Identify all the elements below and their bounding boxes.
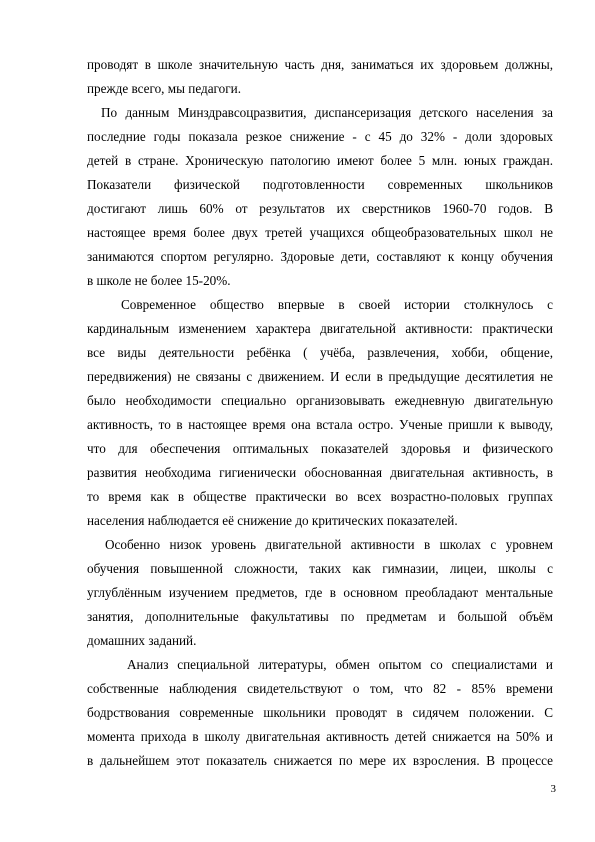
text-line: Особенно низок уровень двигательной активности в школах с уровнем	[105, 537, 553, 552]
text-line: собственные наблюдения свидетельствуют о том, что 82 - 85% времени	[87, 681, 553, 696]
text-line: прежде всего, мы педагоги.	[87, 81, 241, 96]
text-line: последние годы показала резкое снижение - с 45 до 32% - доли здоровых	[87, 129, 553, 144]
text-line: По данным Минздравсоцразвития, диспансеризация детского населения за	[101, 105, 553, 120]
text-line: проводят в школе значительную часть дня, заниматься их здоровьем должны,	[87, 57, 553, 72]
text-line: в школе не более 15-20%.	[87, 273, 231, 288]
text-line: передвижения) не связаны с движением. И если в предыдущие десятилетия не	[87, 369, 553, 384]
text-line: в дальнейшем этот показатель снижается по мере их взросления. В процессе	[87, 753, 553, 768]
text-line: все виды деятельности ребёнка ( учёба, развлечения, хобби, общение,	[87, 345, 553, 360]
text-line: бодрствования современные школьники проводят в сидячем положении. С	[87, 705, 553, 720]
text-line: развития необходима гигиенически обоснованная двигательная активность, в	[87, 465, 553, 480]
text-line: активность, то в настоящее время она встала остро. Ученые пришли к выводу,	[87, 417, 553, 432]
text-line: что для обеспечения оптимальных показателей здоровья и физического	[87, 441, 553, 456]
text-line: достигают лишь 60% от результатов их сверстников 1960-70 годов. В	[87, 201, 553, 216]
text-line: кардинальным изменением характера двигательной активности: практически	[87, 321, 553, 336]
text-line: момента прихода в школу двигательная активность детей снижается на 50% и	[87, 729, 553, 744]
text-line: занимаются спортом регулярно. Здоровые дети, составляют к концу обучения	[87, 249, 553, 264]
text-line: домашних заданий.	[87, 633, 197, 648]
text-line: занятия, дополнительные факультативы по предметам и большой объём	[87, 609, 553, 624]
page-number: 3	[550, 783, 556, 795]
text-line: Показатели физической подготовленности современных школьников	[87, 177, 553, 192]
text-line: то время как в обществе практически во всех возрастно-половых группах	[87, 489, 553, 504]
text-line: Анализ специальной литературы, обмен опытом со специалистами и	[127, 657, 553, 672]
text-line: настоящее время более двух третей учащихся общеобразовательных школ не	[87, 225, 553, 240]
text-line: было необходимости специально организовывать ежедневную двигательную	[87, 393, 553, 408]
text-line: углублённым изучением предметов, где в основном преобладают ментальные	[87, 585, 553, 600]
text-line: населения наблюдается её снижение до критических показателей.	[87, 513, 458, 528]
text-line: Современное общество впервые в своей истории столкнулось с	[121, 297, 553, 312]
text-line: обучения повышенной сложности, таких как гимназии, лицеи, школы с	[87, 561, 553, 576]
text-line: детей в стране. Хроническую патологию имеют более 5 млн. юных граждан.	[87, 153, 553, 168]
